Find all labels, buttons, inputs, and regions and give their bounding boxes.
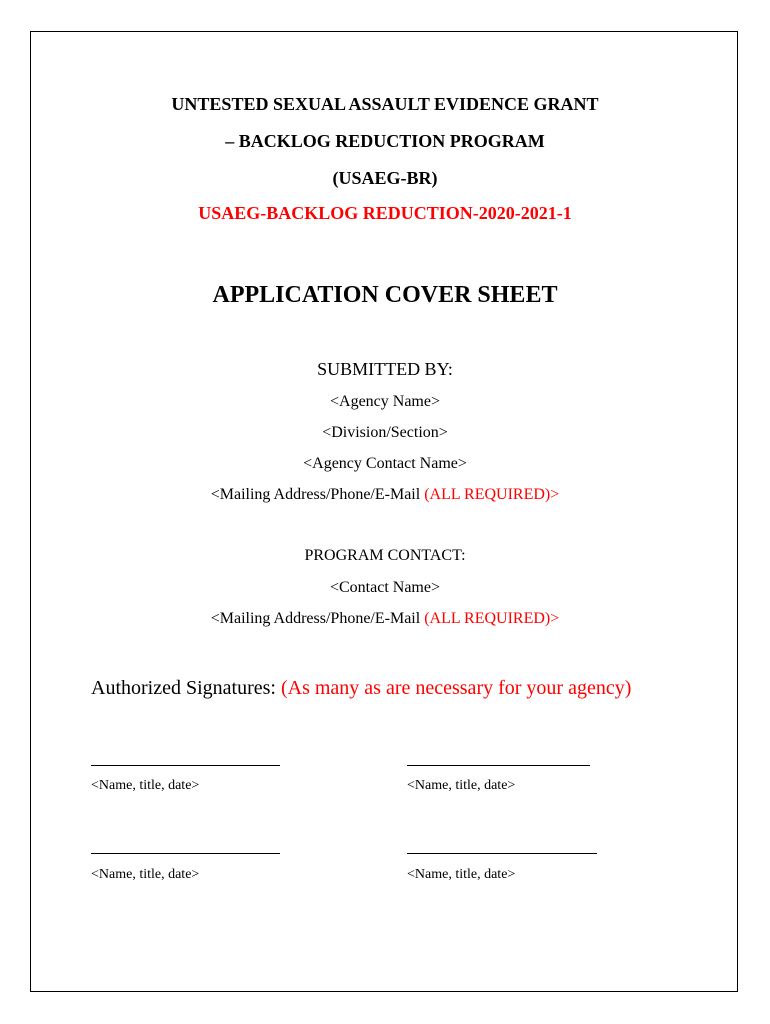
mailing-placeholder-text: <Mailing Address/Phone/E-Mail bbox=[210, 486, 425, 503]
signature-line bbox=[407, 765, 590, 766]
signature-line bbox=[407, 853, 597, 854]
authorized-signatures-note: (As many as are necessary for your agency) bbox=[280, 677, 632, 699]
authorized-signatures-heading bbox=[91, 677, 631, 700]
program-contact-mailing-line bbox=[0, 610, 770, 628]
signature-label: <Name, title, date> bbox=[91, 778, 200, 793]
program-contact-heading: PROGRAM CONTACT: bbox=[304, 547, 466, 564]
authorized-signatures-label: Authorized Signatures: bbox=[91, 677, 281, 699]
all-required-note: (ALL REQUIRED)> bbox=[424, 610, 560, 627]
grant-title-line-1: UNTESTED SEXUAL ASSAULT EVIDENCE GRANT bbox=[171, 94, 599, 114]
signature-line bbox=[91, 765, 280, 766]
submitted-by-mailing-line bbox=[0, 486, 770, 504]
contact-name-placeholder: <Contact Name> bbox=[329, 579, 440, 596]
all-required-note: (ALL REQUIRED)> bbox=[424, 486, 560, 503]
signature-label: <Name, title, date> bbox=[407, 778, 516, 793]
solicitation-id: USAEG-BACKLOG REDUCTION-2020-2021-1 bbox=[198, 203, 572, 223]
cover-sheet-title: APPLICATION COVER SHEET bbox=[212, 282, 558, 308]
signature-label: <Name, title, date> bbox=[91, 867, 200, 882]
agency-name-placeholder: <Agency Name> bbox=[329, 393, 440, 410]
submitted-by-heading: SUBMITTED BY: bbox=[317, 359, 453, 379]
signature-label: <Name, title, date> bbox=[407, 867, 516, 882]
grant-title-line-3: (USAEG-BR) bbox=[332, 168, 438, 188]
grant-title-line-2: – BACKLOG REDUCTION PROGRAM bbox=[225, 131, 545, 151]
division-section-placeholder: <Division/Section> bbox=[322, 424, 448, 441]
signature-line bbox=[91, 853, 280, 854]
agency-contact-name-placeholder: <Agency Contact Name> bbox=[303, 455, 467, 472]
mailing-placeholder-text: <Mailing Address/Phone/E-Mail bbox=[210, 610, 425, 627]
